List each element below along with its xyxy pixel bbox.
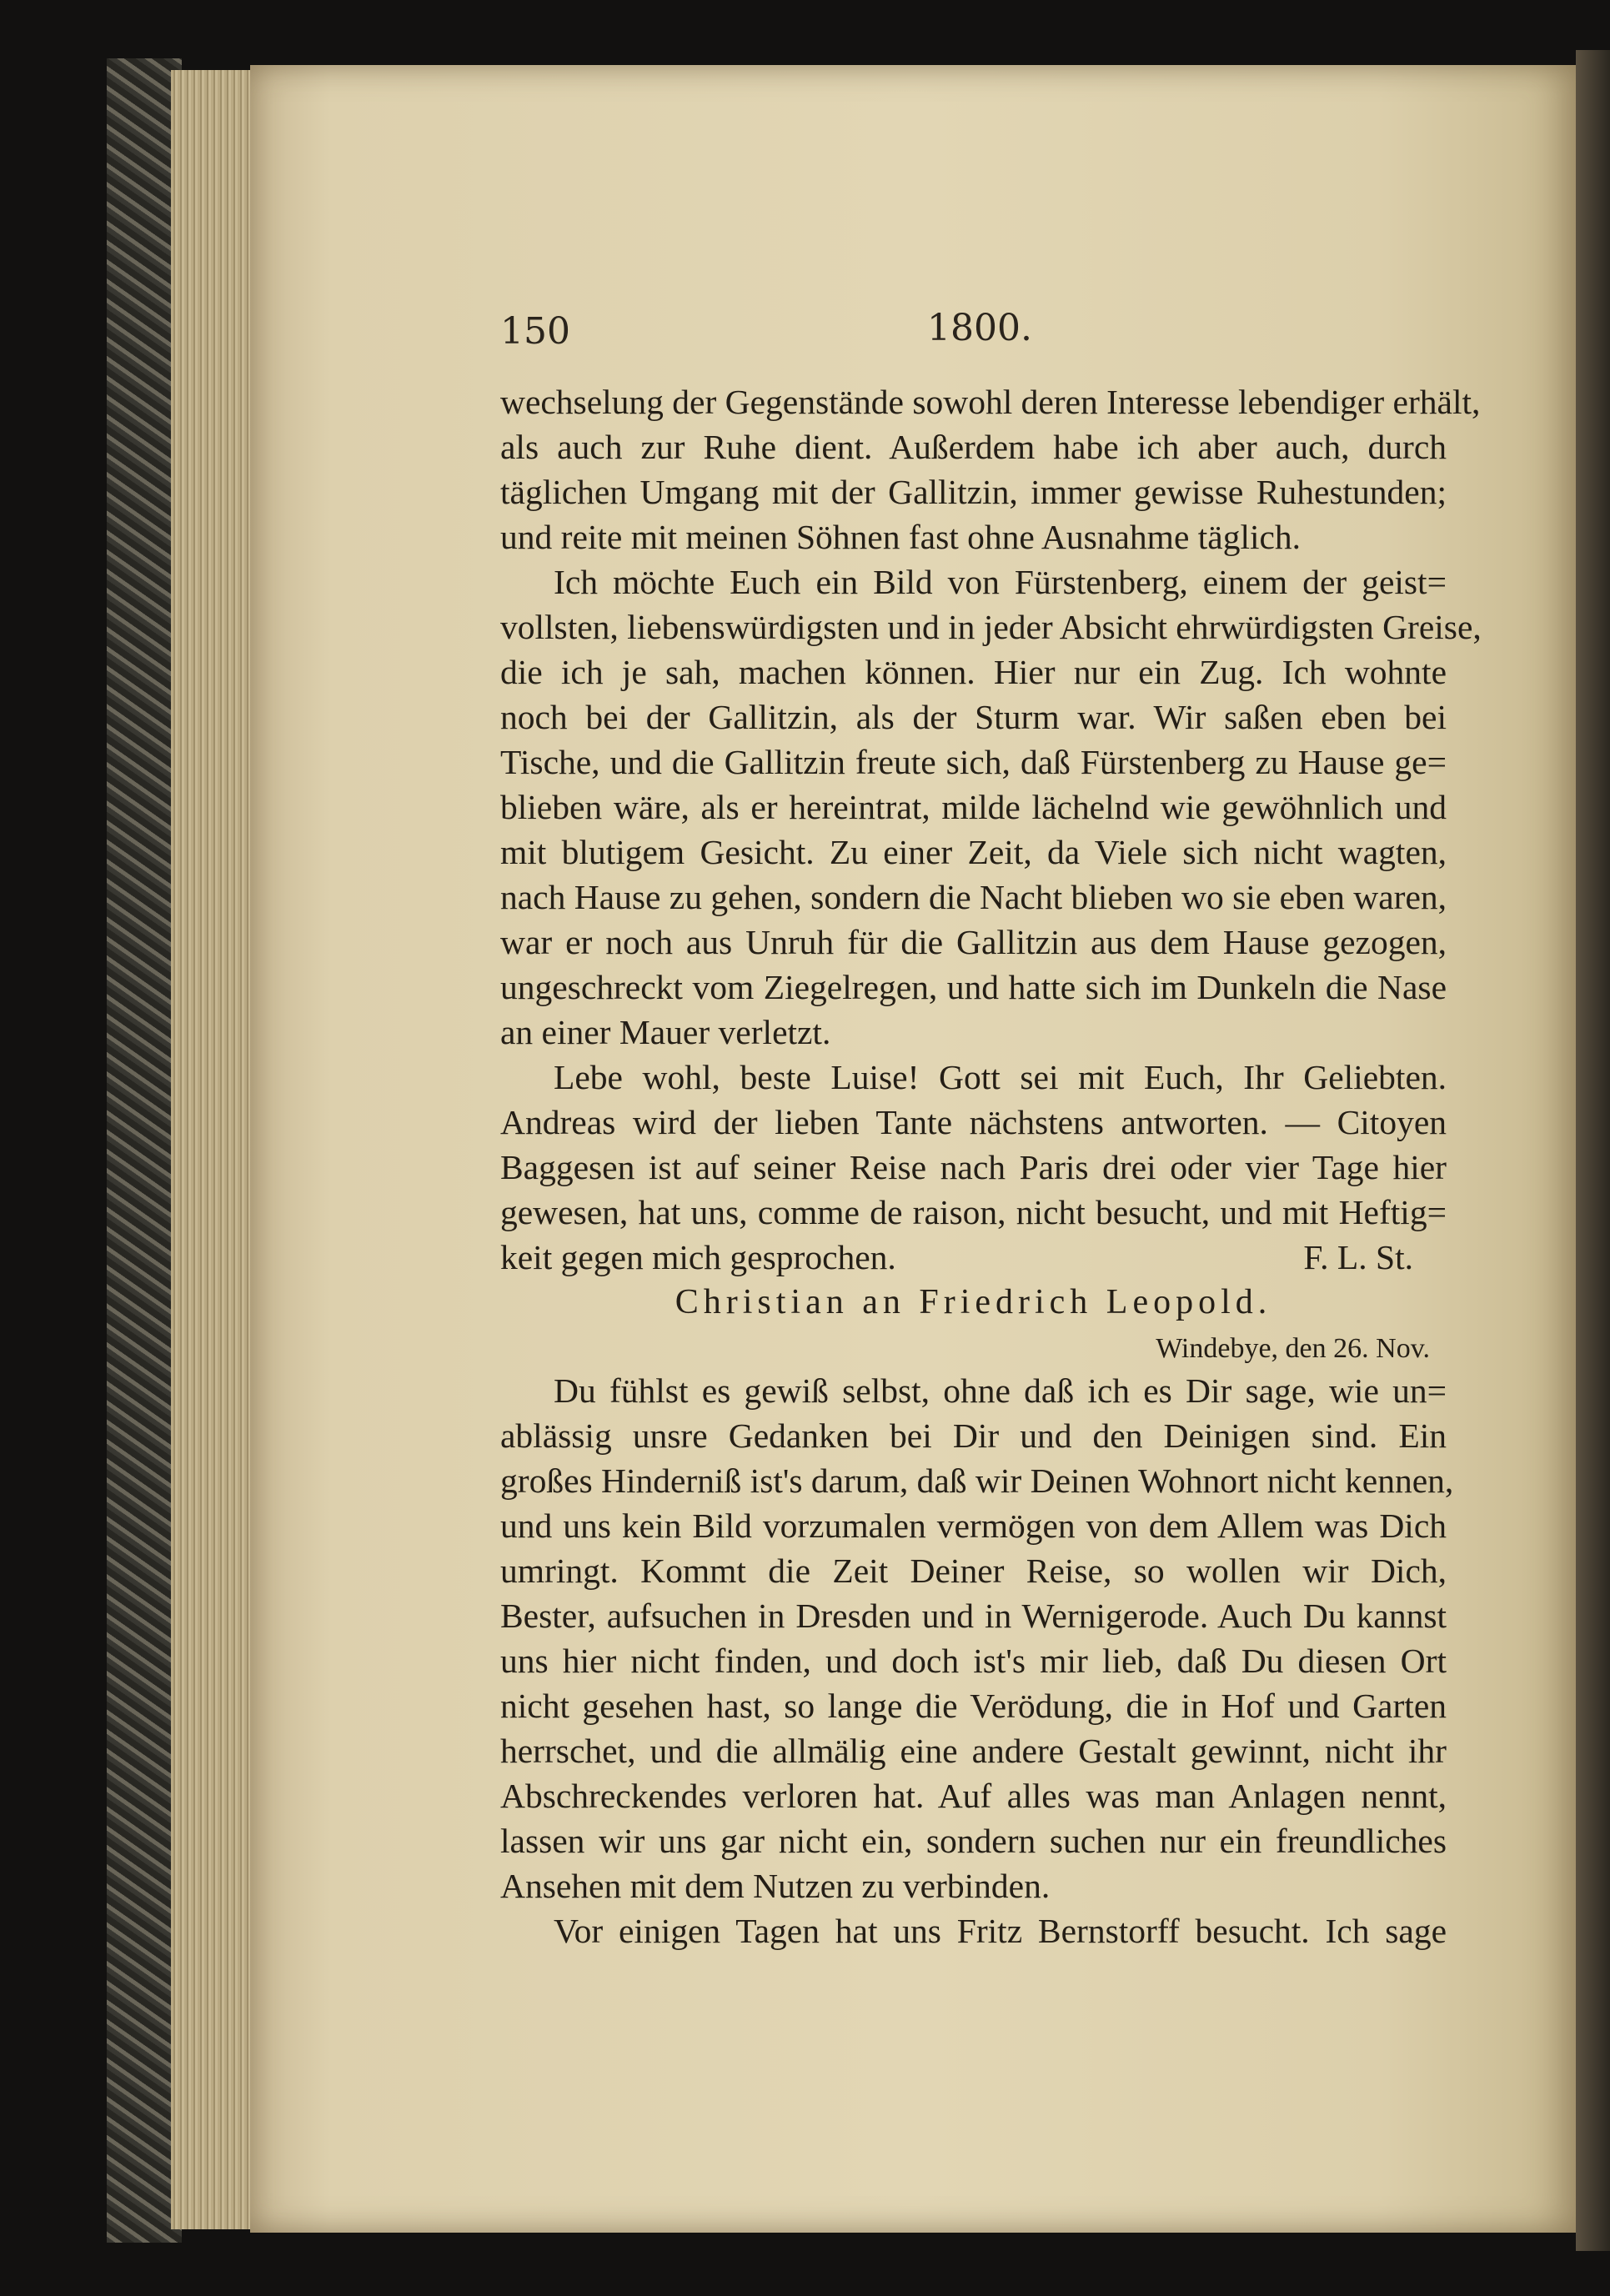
text-line: ablässig unsre Gedanken bei Dir und den Deinigen sind. Ein bbox=[500, 1416, 1447, 1455]
text-line: großes Hinderniß ist's darum, daß wir Deinen Wohnort nicht kennen, bbox=[500, 1461, 1454, 1500]
text-line: und uns kein Bild vorzumalen vermögen von dem Allem was Dich bbox=[500, 1506, 1447, 1545]
signature-initials: F. L. St. bbox=[1303, 1238, 1413, 1276]
body-text bbox=[500, 379, 1482, 1953]
page-header bbox=[500, 307, 1417, 360]
page-number: 150 bbox=[500, 310, 570, 353]
text-line: herrschet, und die allmälig eine andere Gestalt gewinnt, nicht ihr bbox=[500, 1732, 1447, 1770]
text-line: keit gegen mich gesprochen. bbox=[500, 1238, 896, 1276]
text-line: nicht gesehen hast, so lange die Verödung, die in Hof und Garten bbox=[500, 1687, 1447, 1725]
text-line: täglichen Umgang mit der Gallitzin, immer gewisse Ruhestunden; bbox=[500, 473, 1447, 511]
text-line: wechselung der Gegenstände sowohl deren Interesse lebendiger erhält, bbox=[500, 383, 1481, 421]
text-line: war er noch aus Unruh für die Gallitzin aus dem Hause gezogen, bbox=[500, 923, 1447, 961]
text-line: die ich je sah, machen können. Hier nur ein Zug. Ich wohnte bbox=[500, 653, 1447, 691]
text-line: ungeschreckt vom Ziegelregen, und hatte sich im Dunkeln die Nase bbox=[500, 968, 1447, 1006]
text-line: noch bei der Gallitzin, als der Sturm war. Wir saßen eben bei bbox=[500, 698, 1447, 736]
text-line: Andreas wird der lieben Tante nächstens antworten. — Citoyen bbox=[500, 1103, 1447, 1141]
text-line: Tische, und die Gallitzin freute sich, daß Fürstenberg zu Hause ge= bbox=[500, 743, 1447, 781]
text-line: mit blutigem Gesicht. Zu einer Zeit, da Viele sich nicht wagten, bbox=[500, 833, 1447, 871]
text-line: Vor einigen Tagen hat uns Fritz Bernstorff besucht. Ich sage bbox=[554, 1912, 1447, 1950]
text-line: nach Hause zu gehen, sondern die Nacht blieben wo sie eben waren, bbox=[500, 878, 1447, 916]
text-line: blieben wäre, als er hereintrat, milde lächelnd wie gewöhnlich und bbox=[500, 788, 1447, 826]
text-line: Du fühlst es gewiß selbst, ohne daß ich es Dir sage, wie un= bbox=[554, 1371, 1447, 1410]
text-line: Ansehen mit dem Nutzen zu verbinden. bbox=[500, 1867, 1051, 1905]
text-line: an einer Mauer verletzt. bbox=[500, 1013, 831, 1051]
facing-page-edge bbox=[1576, 50, 1610, 2251]
signature-line bbox=[500, 1235, 1447, 1280]
letter-heading: Christian an Friedrich Leopold. bbox=[675, 1283, 1272, 1321]
text-line: Abschreckendes verloren hat. Auf alles was man Anlagen nennt, bbox=[500, 1777, 1447, 1815]
text-line: und reite mit meinen Söhnen fast ohne Ausnahme täglich. bbox=[500, 518, 1302, 556]
text-line: Ich möchte Euch ein Bild von Fürstenberg, einem der geist= bbox=[554, 563, 1447, 601]
text-line: Lebe wohl, beste Luise! Gott sei mit Euch, Ihr Geliebten. bbox=[554, 1058, 1447, 1096]
text-line: umringt. Kommt die Zeit Deiner Reise, so wollen wir Dich, bbox=[500, 1552, 1447, 1590]
text-line: Baggesen ist auf seiner Reise nach Paris drei oder vier Tage hier bbox=[500, 1148, 1447, 1186]
text-line: uns hier nicht finden, und doch ist's mir lieb, daß Du diesen Ort bbox=[500, 1642, 1447, 1680]
text-line: lassen wir uns gar nicht ein, sondern suchen nur ein freundliches bbox=[500, 1822, 1447, 1860]
running-head-year: 1800. bbox=[927, 307, 1032, 349]
text-line: vollsten, liebenswürdigsten und in jeder Absicht ehrwürdigsten Greise, bbox=[500, 608, 1482, 646]
letter-dateline: Windebye, den 26. Nov. bbox=[1156, 1333, 1430, 1364]
text-line: Bester, aufsuchen in Dresden und in Wernigerode. Auch Du kannst bbox=[500, 1597, 1447, 1635]
text-line: als auch zur Ruhe dient. Außerdem habe ich aber auch, durch bbox=[500, 428, 1447, 466]
text-line: gewesen, hat uns, comme de raison, nicht besucht, und mit Heftig= bbox=[500, 1193, 1447, 1231]
